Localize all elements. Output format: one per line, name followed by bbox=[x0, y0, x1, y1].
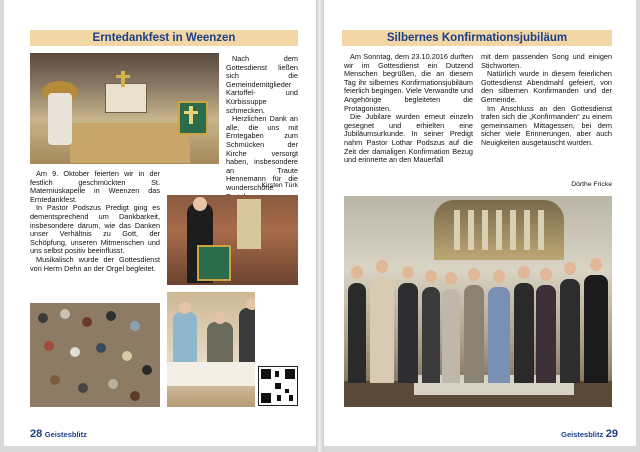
paragraph: mit dem passenden Song und einigen Stichworten. bbox=[481, 52, 612, 70]
footer-brand: Geistesblitz bbox=[44, 430, 87, 439]
left-col-left-text bbox=[30, 170, 160, 273]
paragraph: Die Jubilare wurden erneut einzeln gesegnet und erhielten eine Jubiläumsurkunde. In seiner Predigt nahm Pastor Lothar Podszus auf die Zeit der damaligen Konfirmation Bezug und erinnerte an den Mauerfall bbox=[344, 112, 473, 165]
right-page bbox=[324, 0, 636, 446]
left-heading: Erntedankfest in Weenzen bbox=[30, 30, 298, 46]
food-serving-photo bbox=[167, 292, 255, 407]
paragraph: Musikalisch wurde der Gottesdienst von Herrn Dehn an der Orgel begleitet. bbox=[30, 254, 160, 273]
page-number: 29 bbox=[605, 428, 618, 440]
group-photo bbox=[344, 196, 612, 407]
paragraph: Herzlichen Dank an alle, die uns mit Erntegaben zum Schmücken der Kirche versorgt haben, insbesondere an Traute Hennemann für die wunderschöne bbox=[226, 114, 298, 192]
paragraph: Natürlich wurde in diesem feierlichen Gottesdienst Abendmahl gefeiert, von den silbernen Konfirmanden und der Gemeinde. bbox=[481, 69, 612, 104]
left-col-right-text bbox=[226, 55, 298, 201]
book-gutter bbox=[316, 0, 324, 452]
right-footer bbox=[561, 428, 618, 440]
paragraph: Am Sonntag, dem 23.10.2016 durften wir im Gottesdienst ein Dutzend Menschen begrüßen, die an diesem Tag ihr silbernes Konfirmationsjubiläum feierlich begingen. Viele Verwandte und Angehörige begleiteten die Protagonisten. bbox=[344, 52, 473, 113]
paragraph: Im Anschluss an den Gottesdienst trafen sich die „Konfirmanden“ zu einem gemeinsamen Mittagessen, bei dem sicher viele Erinnerungen, aber auch Neuigkeiten ausgetauscht wurden. bbox=[481, 103, 612, 147]
congregation-photo bbox=[30, 303, 160, 407]
right-col2-text bbox=[481, 53, 612, 148]
pastor-pulpit-photo bbox=[167, 195, 298, 285]
paragraph: Am 9. Oktober feierten wir in der festlich geschmückten St. Materniuskapelle in Weenzen das Erntedankfest. bbox=[30, 169, 160, 204]
paragraph: In Pastor Podszus Predigt ging es dementsprechend um Dankbarkeit, insbesondere darum, wie das Danken unser Verhältnis zu Gott, der Schöpfung, unseren Mitmenschen und uns selbst positiv beeinflusst. bbox=[30, 203, 160, 256]
paragraph: Nach dem Gottesdienst ließen sich die Gemeindemitglieder Kartoffel- und Kürbissuppe schmecken. bbox=[226, 54, 298, 115]
right-heading: Silbernes Konfirmationsjubiläum bbox=[342, 30, 612, 46]
signature-kirsten: Kirsten Türk bbox=[261, 182, 298, 189]
right-col1-text bbox=[344, 53, 473, 165]
signature-doerthe: Dörthe Fricke bbox=[571, 181, 612, 188]
church-interior-photo bbox=[30, 53, 219, 164]
qr-code[interactable] bbox=[258, 366, 298, 406]
footer-brand: Geistesblitz bbox=[561, 430, 604, 439]
left-page bbox=[4, 0, 316, 446]
left-footer bbox=[30, 428, 87, 440]
page-number: 28 bbox=[30, 428, 43, 440]
